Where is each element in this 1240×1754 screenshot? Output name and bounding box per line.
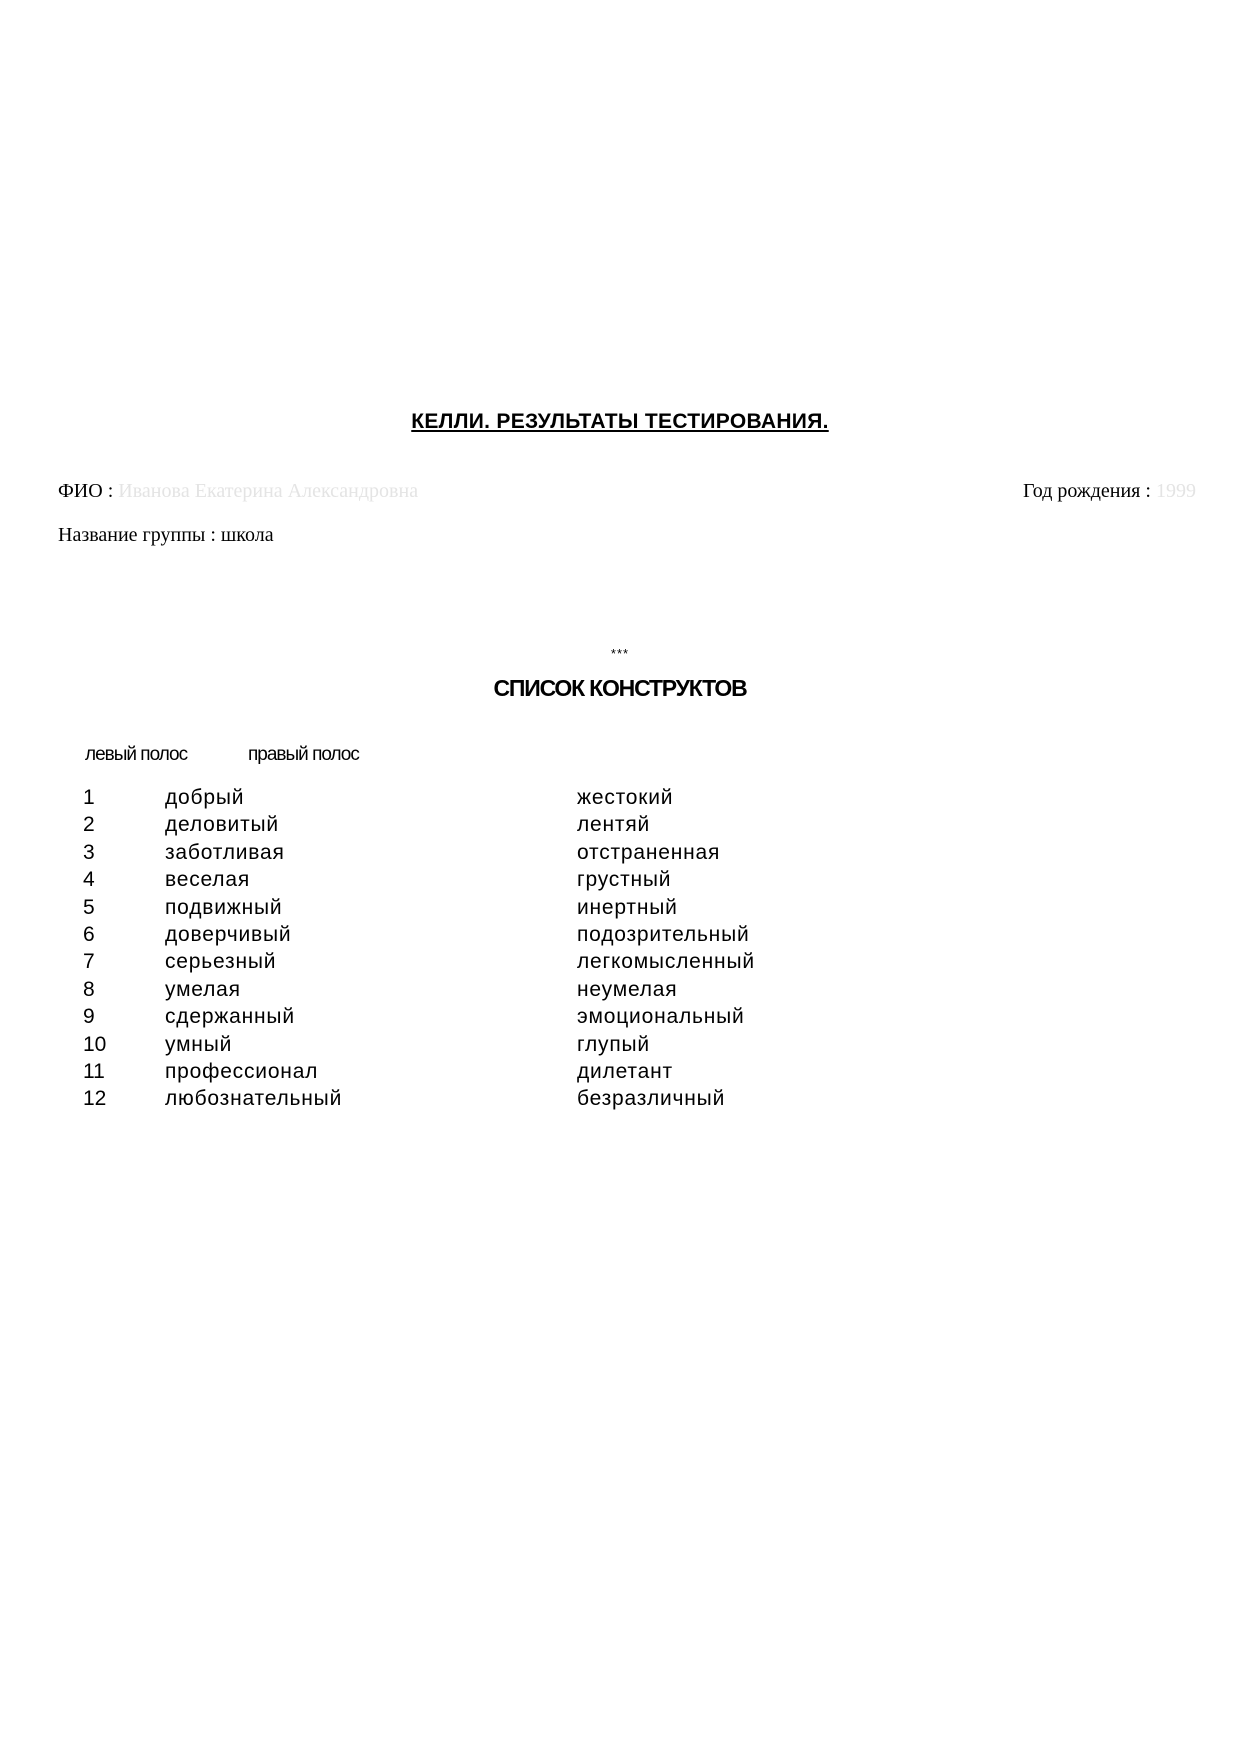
birth-year-line <box>1023 480 1196 503</box>
construct-number: 6 <box>83 922 95 946</box>
construct-right-pole: инертный <box>577 895 678 919</box>
construct-left-pole: добрый <box>165 786 245 809</box>
construct-number: 11 <box>83 1059 105 1083</box>
fio-label: ФИО : <box>58 480 114 502</box>
construct-right-pole: лентяй <box>577 813 651 837</box>
construct-row <box>83 1087 843 1114</box>
construct-right-pole: неумелая <box>577 977 678 1001</box>
construct-row <box>83 1033 843 1060</box>
construct-row <box>83 868 843 895</box>
construct-left-pole: веселая <box>165 868 250 892</box>
construct-right-pole: безразличный <box>577 1087 726 1111</box>
construct-left-pole: заботливая <box>165 840 285 864</box>
right-pole-header: правый полос <box>248 744 359 765</box>
construct-left-pole: умелая <box>165 977 241 1001</box>
group-label: Название группы : <box>58 524 216 546</box>
construct-row <box>83 896 843 923</box>
construct-right-pole: легкомысленный <box>577 950 755 974</box>
construct-left-pole: сдержанный <box>165 1005 295 1029</box>
constructs-list <box>83 786 843 1115</box>
construct-left-pole: доверчивый <box>165 922 292 946</box>
construct-right-pole: дилетант <box>577 1059 673 1083</box>
construct-right-pole: глупый <box>577 1032 650 1056</box>
construct-left-pole: умный <box>165 1032 233 1056</box>
birth-year-value: 1999 <box>1155 480 1196 502</box>
construct-left-pole: деловитый <box>165 813 279 837</box>
construct-right-pole: отстраненная <box>577 840 721 864</box>
construct-left-pole: профессионал <box>165 1059 319 1083</box>
construct-number: 12 <box>83 1087 107 1111</box>
birth-year-label: Год рождения : <box>1023 480 1151 502</box>
construct-left-pole: любознательный <box>165 1087 343 1111</box>
construct-right-pole: эмоциональный <box>577 1005 745 1029</box>
construct-number: 3 <box>83 840 95 864</box>
construct-number: 5 <box>83 895 95 919</box>
constructs-list-title: СПИСОК КОНСТРУКТОВ <box>493 675 747 701</box>
construct-row <box>83 786 843 813</box>
construct-right-pole: жестокий <box>577 786 674 809</box>
fio-value: Ивановa Екатерина Александровна <box>118 480 419 502</box>
construct-left-pole: подвижный <box>165 895 283 919</box>
construct-right-pole: грустный <box>577 868 672 892</box>
construct-left-pole: серьезный <box>165 950 277 974</box>
group-line <box>58 524 274 547</box>
group-value: школа <box>220 524 274 546</box>
report-title: КЕЛЛИ. РЕЗУЛЬТАТЫ ТЕСТИРОВАНИЯ. <box>411 410 829 433</box>
left-pole-header: левый полос <box>85 744 188 765</box>
construct-row <box>83 1060 843 1087</box>
construct-row <box>83 950 843 977</box>
construct-number: 10 <box>83 1032 107 1056</box>
construct-number: 1 <box>83 786 95 809</box>
construct-row <box>83 841 843 868</box>
construct-number: 2 <box>83 813 95 837</box>
construct-number: 8 <box>83 977 95 1001</box>
construct-row <box>83 978 843 1005</box>
construct-number: 7 <box>83 950 95 974</box>
construct-row <box>83 813 843 840</box>
construct-number: 9 <box>83 1005 95 1029</box>
construct-number: 4 <box>83 868 95 892</box>
separator-stars: *** <box>610 646 630 661</box>
construct-right-pole: подозрительный <box>577 922 750 946</box>
construct-row <box>83 1005 843 1032</box>
fio-line <box>58 480 418 503</box>
construct-row <box>83 923 843 950</box>
